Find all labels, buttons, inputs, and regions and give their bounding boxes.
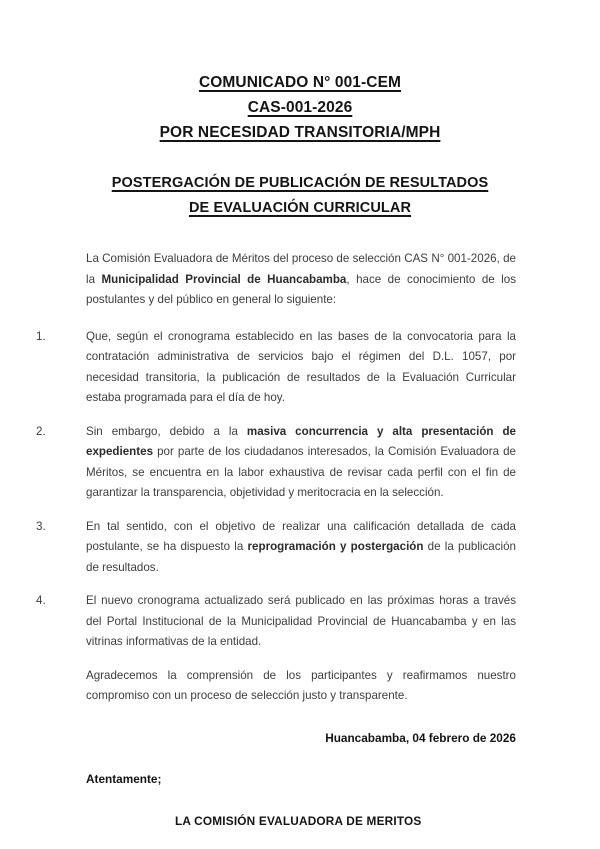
- list-item-text-1: El nuevo cronograma actualizado será publicado en las próximas horas a través del Portal Institucional de la Municipalidad Provincial de Huancabamba y en las vitrinas informativas de la entidad.: [86, 594, 516, 648]
- subtitle-line-2: DE EVALUACIÓN CURRICULAR: [188, 200, 412, 216]
- title-line-1: COMUNICADO N° 001-CEM: [198, 74, 402, 91]
- list-item-marker: 4.: [36, 594, 46, 607]
- closing-paragraph: Agradecemos la comprensión de los participantes y reafirmamos nuestro compromiso con un proceso de selección justo y transparente.: [86, 668, 516, 702]
- list-item-marker: 3.: [36, 519, 46, 533]
- list-item: [0, 422, 600, 504]
- commission-signature: LA COMISIÓN EVALUADORA DE MERITOS: [175, 813, 422, 828]
- list-item-text-2: por parte de los ciudadanos interesados, la Comisión Evaluadora de Méritos, se encuentra en la labor exhaustiva de revisar cada perfil con el fin de garantizar la transparencia, objetividad y meritocracia en la selección.: [86, 445, 516, 499]
- list-item-marker: 2.: [36, 424, 46, 438]
- intro-bold: Municipalidad Provincial de Huancabamba: [101, 272, 347, 286]
- intro-text-2: , hace de conocimiento de los postulantes y del público en general lo siguiente:: [86, 272, 516, 306]
- title-line-2: CAS-001-2026: [247, 99, 353, 116]
- numbered-list: [0, 327, 600, 653]
- list-item-marker: 1.: [36, 329, 46, 343]
- list-item-text-1: En tal sentido, con el objetivo de realizar una calificación detallada de cada postulante, se ha dispuesto la: [86, 519, 516, 553]
- document-body: [0, 221, 600, 828]
- list-item-bold: masiva concurrencia y alta presentación de expedientes: [86, 424, 516, 458]
- document-subtitle-block: [0, 145, 600, 221]
- list-item: [0, 591, 600, 653]
- salutation: Atentamente;: [86, 771, 162, 786]
- title-line-3: POR NECESIDAD TRANSITORIA/MPH: [159, 124, 441, 141]
- date-line: Huancabamba, 04 febrero de 2026: [325, 730, 516, 745]
- subtitle-line-1: POSTERGACIÓN DE PUBLICACIÓN DE RESULTADOS: [111, 175, 489, 191]
- list-item-text-1: Que, según el cronograma establecido en las bases de la convocatoria para la contratación administrativa de servicios bajo el régimen del D.L. 1057, por necesidad transitoria, la publicación de resultados de la Evaluación Curricular estaba programada para el día de hoy.: [86, 329, 516, 404]
- intro-paragraph: [0, 249, 600, 311]
- document-title-block: [0, 0, 600, 145]
- list-item-text-2: de la publicación de resultados.: [86, 540, 517, 574]
- list-item-text-1: Sin embargo, debido a la: [86, 424, 247, 438]
- list-item: [0, 517, 600, 579]
- intro-text-1: La Comisión Evaluadora de Méritos del proceso de selección CAS N° 001-2026, de la: [86, 252, 516, 286]
- list-item-bold: reprogramación y postergación: [247, 540, 424, 553]
- list-item: [0, 327, 600, 409]
